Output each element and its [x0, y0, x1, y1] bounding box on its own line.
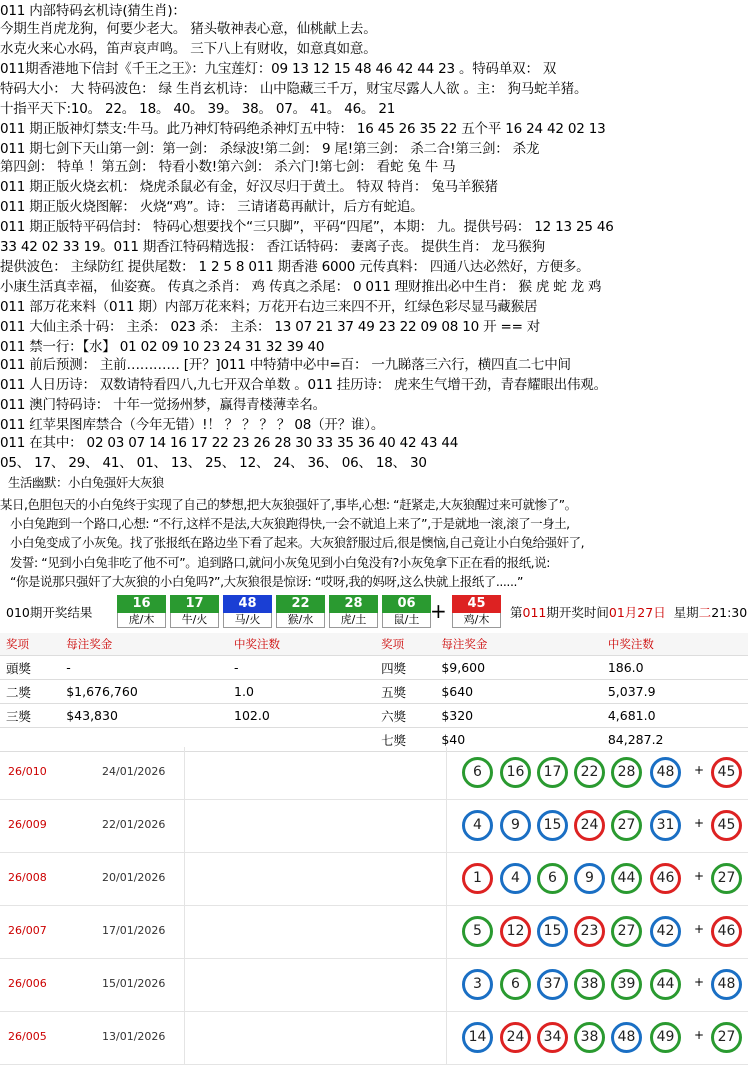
- divider: [184, 906, 185, 958]
- prize-cell: -: [60, 656, 228, 680]
- history-row: [0, 906, 748, 959]
- prize-cell: 二獎: [0, 680, 60, 704]
- next-draw-time: 第011期开奖时间01月27日 星期二21:30: [510, 605, 748, 620]
- history-special-ball: 46: [711, 916, 742, 947]
- prize-cell: 5,037.9: [602, 680, 748, 704]
- prize-cell: $40: [435, 728, 602, 752]
- prize-cell: -: [228, 656, 375, 680]
- prize-cell: 三獎: [0, 704, 60, 728]
- prize-cell: 七獎: [375, 728, 435, 752]
- plus-sign: +: [694, 763, 705, 777]
- history-ball: 3: [462, 969, 493, 1000]
- history-date: 17/01/2026: [102, 924, 166, 937]
- text-line: 十指平天下:10。 22。 18。 40。 39。 38。 07。 41。 46。 21: [0, 101, 396, 117]
- prize-table: [0, 633, 748, 752]
- text-line: 小康生活真幸福， 仙姿赛。 传真之杀肖： 鸡 传真之杀尾： 0 011 理财推出必中生肖： 猴 虎 蛇 龙 鸡: [0, 279, 602, 295]
- history-ball: 38: [574, 969, 605, 1000]
- prize-cell: $43,830: [60, 704, 228, 728]
- history-date: 24/01/2026: [102, 765, 166, 778]
- ball-number: 48: [223, 595, 272, 613]
- ball-number: 28: [329, 595, 378, 613]
- history-ball: 4: [462, 810, 493, 841]
- history-ball: 48: [650, 757, 681, 788]
- prize-row: [0, 680, 748, 704]
- ball-number: 06: [382, 595, 431, 613]
- text-line: 33 42 02 33 19。011 期香江特码精选报： 香江话特码： 妻离子丧。 提供生肖： 龙马猴狗: [0, 239, 545, 255]
- divider: [184, 800, 185, 852]
- history-issue: 26/006: [8, 977, 47, 990]
- divider: [446, 1012, 447, 1064]
- draw-label: 010期开奖结果: [6, 605, 93, 620]
- history-special-ball: 45: [711, 810, 742, 841]
- plus-sign: +: [694, 816, 705, 830]
- history-special-ball: 45: [711, 757, 742, 788]
- history-special-ball: 27: [711, 1022, 742, 1053]
- prize-row: [0, 704, 748, 728]
- plus-sign: +: [694, 922, 705, 936]
- history-ball: 48: [611, 1022, 642, 1053]
- prize-header-cell: 中奖注数: [228, 633, 375, 656]
- history-issue: 26/008: [8, 871, 47, 884]
- text-line: 011 禁一行：【水】 01 02 09 10 23 24 31 32 39 40: [0, 339, 325, 355]
- story-line: 某日,色胆包天的小白兔终于实现了自己的梦想,把大灰狼强奸了,事毕,心想: “赶紧走,大灰狼醒过来可就惨了”。: [0, 497, 577, 512]
- history-ball: 15: [537, 810, 568, 841]
- prize-header-cell: 每注奖金: [60, 633, 228, 656]
- history-ball: 4: [500, 863, 531, 894]
- ball-zodiac: 鼠/土: [382, 613, 431, 628]
- text-line: 特码大小： 大 特码波色： 绿 生肖玄机诗： 山中隐藏三千万，财宝尽露人人欲 。主： 狗马蛇羊猪。: [0, 81, 588, 97]
- plus-sign: +: [694, 975, 705, 989]
- history-ball: 23: [574, 916, 605, 947]
- text-line: 第四剑： 特单 ！第五剑： 特看小数!第六剑： 杀六门!第七剑： 看蛇 兔 牛 马: [0, 159, 456, 175]
- text-line: 011 前后预测： 主前………… [开？]011 中特猜中必中=百： 一九睇落三六行，横四直二七中间: [0, 357, 571, 373]
- history-ball: 12: [500, 916, 531, 947]
- text-line: 提供波色： 主绿防红 提供尾数： 1 2 5 8 011 期香港 6000 元传真料： 四通八达必然好，方便多。: [0, 259, 590, 275]
- history-ball: 34: [537, 1022, 568, 1053]
- history-ball: 17: [537, 757, 568, 788]
- history-ball: 37: [537, 969, 568, 1000]
- history-row: [0, 959, 748, 1012]
- ball-number: 16: [117, 595, 166, 613]
- history-ball: 16: [500, 757, 531, 788]
- history-ball: 39: [611, 969, 642, 1000]
- prize-cell: $1,676,760: [60, 680, 228, 704]
- draw-ball: [117, 595, 166, 629]
- plus-sign: +: [694, 1028, 705, 1042]
- text-line: 011 期七剑下天山第一剑：第一剑： 杀绿波!第二剑： 9 尾!第三剑： 杀二合!第三剑： 杀龙: [0, 141, 540, 157]
- prize-header-cell: 奖项: [375, 633, 435, 656]
- divider: [446, 853, 447, 905]
- prize-header-cell: 每注奖金: [435, 633, 602, 656]
- plus-sign: +: [430, 599, 447, 623]
- divider: [446, 800, 447, 852]
- history-issue: 26/005: [8, 1030, 47, 1043]
- story-line: 发誓: “见到小白兔非吃了他不可”。追到路口,就问小灰兔见到小白兔没有?小灰兔拿下正在看的报纸,说:: [10, 555, 550, 570]
- history-row: [0, 853, 748, 906]
- divider: [184, 959, 185, 1011]
- divider: [184, 1012, 185, 1064]
- text-line: 011 红苹果图库禁合（今年无错）!！ ？ ？ ？ ？ 08（开？谁）。: [0, 417, 385, 433]
- text-line: 011 期正版火烧图解： 火烧“鸡”。诗： 三请诸葛再献计，后方有蛇追。: [0, 199, 424, 215]
- prize-cell: $320: [435, 704, 602, 728]
- prize-row: [0, 656, 748, 680]
- history-ball: 44: [650, 969, 681, 1000]
- divider: [184, 747, 185, 799]
- history-row: [0, 1012, 748, 1065]
- history-ball: 22: [574, 757, 605, 788]
- ball-zodiac: 马/火: [223, 613, 272, 628]
- ball-zodiac: 虎/木: [117, 613, 166, 628]
- prize-cell: 頭獎: [0, 656, 60, 680]
- ball-zodiac: 虎/土: [329, 613, 378, 628]
- history-ball: 31: [650, 810, 681, 841]
- text-line: 011 大仙主杀十码： 主杀： 023 杀： 主杀： 13 07 21 37 49 23 22 09 08 10 开 == 对: [0, 319, 541, 335]
- text-line: 011 内部特码玄机诗(猜生肖)：: [0, 3, 186, 19]
- draw-ball: [170, 595, 219, 629]
- text-line: 今期生肖虎龙狗，何要少老大。 猪头敬神表心意，仙桃献上去。: [0, 21, 377, 37]
- ball-number: 45: [452, 595, 501, 613]
- history-ball: 42: [650, 916, 681, 947]
- prize-header-cell: 中奖注数: [602, 633, 748, 656]
- prize-header-row: [0, 633, 748, 656]
- history-ball: 24: [500, 1022, 531, 1053]
- story-line: 小白兔变成了小灰兔。找了张报纸在路边坐下看了起来。大灰狼舒服过后,很是懊恼,自己竟让小白兔给强奸了,: [10, 535, 585, 550]
- history-special-ball: 27: [711, 863, 742, 894]
- history-ball: 24: [574, 810, 605, 841]
- prize-cell: 4,681.0: [602, 704, 748, 728]
- ball-zodiac: 牛/火: [170, 613, 219, 628]
- text-line: 011 期正版特平码信封： 特码心想要找个“三只脚”，平码“四尾”，本期： 九。提供号码： 12 13 25 46: [0, 219, 614, 235]
- history-ball: 49: [650, 1022, 681, 1053]
- history-ball: 5: [462, 916, 493, 947]
- text-line: 011 在其中： 02 03 07 14 16 17 22 23 26 28 30 33 35 36 40 42 43 44: [0, 435, 459, 451]
- divider: [184, 853, 185, 905]
- ball-zodiac: 鸡/木: [452, 613, 501, 628]
- divider: [446, 747, 447, 799]
- prize-cell: 102.0: [228, 704, 375, 728]
- draw-ball: [329, 595, 378, 629]
- history-row: [0, 800, 748, 853]
- history-ball: 15: [537, 916, 568, 947]
- history-row: [0, 747, 748, 800]
- special-ball: [452, 595, 501, 629]
- history-ball: 27: [611, 810, 642, 841]
- prize-cell: $640: [435, 680, 602, 704]
- text-line: 011 人日历诗： 双数请特看四八,九七开双合单数 。011 挂历诗： 虎来生气增干劲，青春耀眼出伟观。: [0, 377, 607, 393]
- plus-sign: +: [694, 869, 705, 883]
- history-ball: 6: [500, 969, 531, 1000]
- story-line: 小白兔跑到一个路口,心想: “不行,这样不是法,大灰狼跑得快,一会不就追上来了”,于是就地一滚,滚了一身土,: [10, 516, 570, 531]
- prize-cell: 五獎: [375, 680, 435, 704]
- prize-cell: 四獎: [375, 656, 435, 680]
- text-line: 011 澳门特码诗： 十年一觉扬州梦，赢得青楼薄幸名。: [0, 397, 326, 413]
- history-special-ball: 48: [711, 969, 742, 1000]
- draw-ball: [223, 595, 272, 629]
- prize-header-cell: 奖项: [0, 633, 60, 656]
- history-ball: 1: [462, 863, 493, 894]
- history-ball: 38: [574, 1022, 605, 1053]
- history-ball: 9: [574, 863, 605, 894]
- history-date: 13/01/2026: [102, 1030, 166, 1043]
- text-line: 011 期正版火烧玄机： 烧虎杀鼠必有金，好汉尽归于黄土。 特双 特肖： 兔马羊猴猪: [0, 179, 498, 195]
- story-title: 生活幽默：小白兔强奸大灰狼: [8, 475, 164, 490]
- history-issue: 26/010: [8, 765, 47, 778]
- draw-ball: [276, 595, 325, 629]
- text-line: 011期香港地下信封《千王之王》：九宝莲灯：09 13 12 15 48 46 42 44 23 。特码单双： 双: [0, 61, 557, 77]
- history-ball: 28: [611, 757, 642, 788]
- history-date: 22/01/2026: [102, 818, 166, 831]
- history-issue: 26/007: [8, 924, 47, 937]
- ball-zodiac: 猴/水: [276, 613, 325, 628]
- history-date: 15/01/2026: [102, 977, 166, 990]
- text-line: 011 期正版神灯禁支:牛马。此乃神灯特码绝杀神灯五中特： 16 45 26 35 22 五个平 16 24 42 02 13: [0, 121, 606, 137]
- ball-number: 17: [170, 595, 219, 613]
- history-ball: 9: [500, 810, 531, 841]
- draw-ball: [382, 595, 431, 629]
- prize-cell: $9,600: [435, 656, 602, 680]
- history-issue: 26/009: [8, 818, 47, 831]
- prize-cell: 六獎: [375, 704, 435, 728]
- divider: [446, 959, 447, 1011]
- history-ball: 44: [611, 863, 642, 894]
- history-ball: 46: [650, 863, 681, 894]
- story-line: “你是说那只强奸了大灰狼的小白兔吗?”,大灰狼很是惊讶: “哎呀,我的妈呀,这么快就上报纸了......”: [10, 574, 524, 589]
- prize-cell: 1.0: [228, 680, 375, 704]
- history-date: 20/01/2026: [102, 871, 166, 884]
- text-line: 水克火来心水码，笛声哀声鸣。 三下八上有财收，如意真如意。: [0, 41, 377, 57]
- latest-draw-result: [0, 593, 748, 631]
- text-line: 05、 17、 29、 41、 01、 13、 25、 12、 24、 36、 06、 18、 30: [0, 455, 427, 471]
- history-ball: 6: [537, 863, 568, 894]
- history-ball: 14: [462, 1022, 493, 1053]
- history-ball: 27: [611, 916, 642, 947]
- text-line: 011 部万花来料（011 期）内部万花来料；万花开右边三来四不开，红绿色彩尽显马藏猴居: [0, 299, 538, 315]
- prize-cell: 84,287.2: [602, 728, 748, 752]
- prize-cell: 186.0: [602, 656, 748, 680]
- history-ball: 6: [462, 757, 493, 788]
- divider: [446, 906, 447, 958]
- ball-number: 22: [276, 595, 325, 613]
